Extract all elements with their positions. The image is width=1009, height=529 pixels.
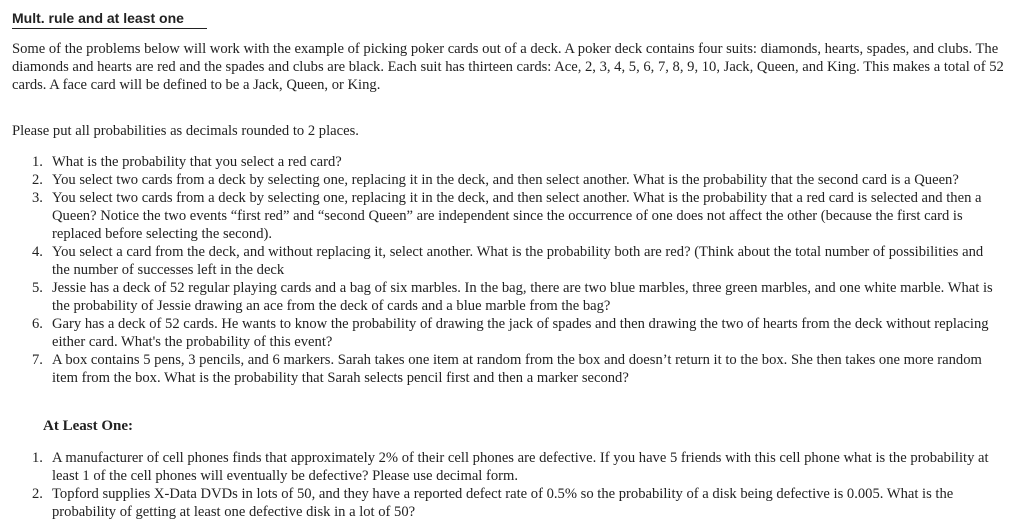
question-number: 4. (32, 244, 43, 260)
instruction-text: Please put all probabilities as decimals rounded to 2 places. (12, 123, 359, 139)
page-title: Mult. rule and at least one (12, 10, 207, 29)
question-text: Gary has a deck of 52 cards. He wants to know the probability of drawing the jack of spades and then drawing the two of hearts from the deck without replacing either card. What's the probability of this event? (52, 316, 989, 350)
question-number: 6. (32, 316, 43, 332)
question-text: A box contains 5 pens, 3 pencils, and 6 markers. Sarah takes one item at random from the box and doesn’t return it to the box. She then takes one more random item from the box. What is the probability that Sarah selects pencil first and then a marker second? (52, 352, 982, 386)
at-least-one-question-list (32, 449, 1002, 521)
question-list (32, 153, 1002, 387)
question-text: A manufacturer of cell phones finds that approximately 2% of their cell phones are defective. If you have 5 friends with this cell phone what is the probability at least 1 of the cell phones will eventually be defective? Please use decimal form. (52, 450, 989, 484)
question-text: What is the probability that you select a red card? (52, 154, 342, 170)
question-number: 1. (32, 154, 43, 170)
question-item-6 (32, 315, 1002, 351)
question-number: 3. (32, 190, 43, 206)
question-item-2 (32, 171, 1002, 189)
question-number: 5. (32, 280, 43, 296)
question-item-5 (32, 279, 1002, 315)
question-text: You select two cards from a deck by selecting one, replacing it in the deck, and then select another. What is the probability that a red card is selected and then a Queen? Notice the two events “first red” and “second Queen” are independent since the occurrence of one does not affect the other (because the first card is replaced before selecting the second). (52, 190, 982, 242)
question-item-3 (32, 189, 1002, 243)
question-text: Jessie has a deck of 52 regular playing cards and a bag of six marbles. In the bag, there are two blue marbles, three green marbles, and one white marble. What is the probability of Jessie drawing an ace from the deck of cards and a blue marble from the bag? (52, 280, 993, 314)
question-item-1 (32, 153, 1002, 171)
question-text: You select a card from the deck, and without replacing it, select another. What is the probability both are red? (Think about the total number of possibilities and the number of successes left in the deck (52, 244, 984, 278)
question-item-4 (32, 243, 1002, 279)
question-number: 7. (32, 352, 43, 368)
question-number: 1. (32, 450, 43, 466)
at-least-one-item-1 (32, 449, 1002, 485)
at-least-one-item-2 (32, 485, 1002, 521)
question-number: 2. (32, 172, 43, 188)
question-text: You select two cards from a deck by selecting one, replacing it in the deck, and then select another. What is the probability that the second card is a Queen? (52, 172, 959, 188)
question-number: 2. (32, 486, 43, 502)
question-text: Topford supplies X-Data DVDs in lots of 50, and they have a reported defect rate of 0.5% so the probability of a disk being defective is 0.005. What is the probability of getting at least one defective disk in a lot of 50? (52, 486, 954, 520)
question-item-7 (32, 351, 1002, 387)
at-least-one-heading: At Least One: (43, 418, 133, 434)
intro-paragraph: Some of the problems below will work with the example of picking poker cards out of a deck. A poker deck contains four suits: diamonds, hearts, spades, and clubs. The diamonds and hearts are red and the spades and clubs are black. Each suit has thirteen cards: Ace, 2, 3, 4, 5, 6, 7, 8, 9, 10, Jack, Queen, and King. This makes a total of 52 cards. A face card will be defined to be a Jack, Queen, or King. (12, 41, 1004, 93)
